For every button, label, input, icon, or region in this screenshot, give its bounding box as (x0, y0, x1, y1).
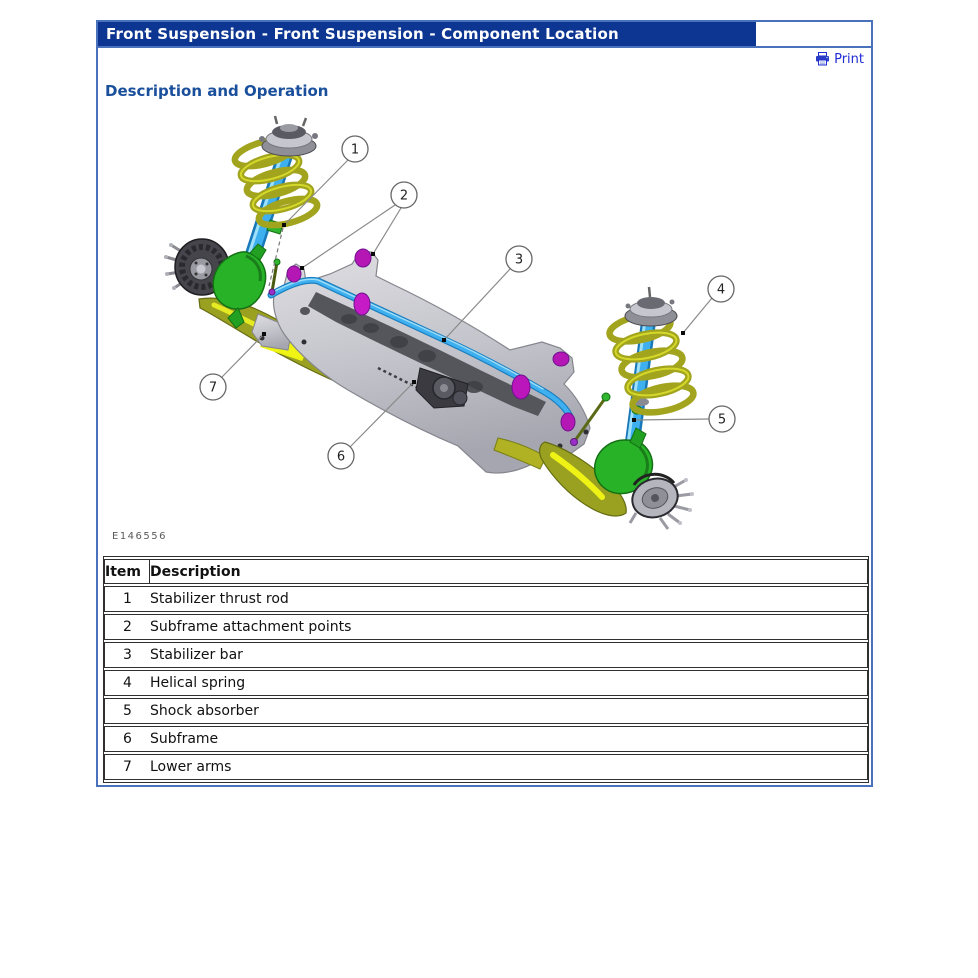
figure-region (98, 102, 871, 554)
description-cell: Stabilizer thrust rod (150, 586, 868, 612)
manual-page (96, 20, 873, 787)
component-table-body (104, 586, 868, 780)
right-strut-top-mount (625, 287, 677, 326)
title-bar-spacer (756, 22, 871, 46)
svg-text:2: 2 (399, 188, 409, 204)
svg-text:5: 5 (717, 412, 727, 428)
item-number-cell: 5 (104, 698, 150, 724)
item-number-cell: 1 (104, 586, 150, 612)
table-row (104, 586, 868, 612)
print-row (98, 48, 871, 73)
title-bar-row (98, 22, 871, 48)
callout-4 (708, 276, 734, 302)
item-number-cell: 7 (104, 754, 150, 780)
description-cell: Stabilizer bar (150, 642, 868, 668)
description-cell: Helical spring (150, 670, 868, 696)
callout-5 (709, 406, 735, 432)
print-button[interactable] (815, 52, 864, 67)
table-header-row (104, 559, 868, 584)
svg-text:4: 4 (716, 282, 726, 298)
column-header-description: Description (150, 559, 868, 584)
item-number-cell: 6 (104, 726, 150, 752)
item-number-cell: 4 (104, 670, 150, 696)
figure-image-id: E146556 (112, 531, 167, 542)
description-cell: Shock absorber (150, 698, 868, 724)
svg-text:1: 1 (350, 142, 360, 158)
callout-7 (200, 374, 226, 400)
description-cell: Subframe (150, 726, 868, 752)
item-number-cell: 3 (104, 642, 150, 668)
description-cell: Lower arms (150, 754, 868, 780)
page-title-text: Front Suspension - Front Suspension - Component Location (106, 25, 619, 43)
svg-text:3: 3 (514, 252, 524, 268)
item-number-cell: 2 (104, 614, 150, 640)
callout-3 (506, 246, 532, 272)
column-header-item: Item (104, 559, 150, 584)
table-row (104, 670, 868, 696)
svg-text:7: 7 (208, 380, 218, 396)
callout-1 (342, 136, 368, 162)
table-row (104, 698, 868, 724)
table-row (104, 614, 868, 640)
right-wheel-hub (627, 473, 694, 529)
left-strut-top-mount (259, 116, 318, 156)
page-title (98, 22, 756, 46)
callout-6 (328, 443, 354, 469)
table-row (104, 642, 868, 668)
section-heading: Description and Operation (105, 82, 329, 100)
callout-2 (391, 182, 417, 208)
print-label: Print (834, 51, 864, 67)
table-row (104, 754, 868, 780)
printer-icon (815, 52, 830, 66)
table-row (104, 726, 868, 752)
suspension-diagram (98, 102, 871, 554)
component-table (103, 556, 869, 783)
svg-text:6: 6 (336, 449, 346, 465)
description-cell: Subframe attachment points (150, 614, 868, 640)
